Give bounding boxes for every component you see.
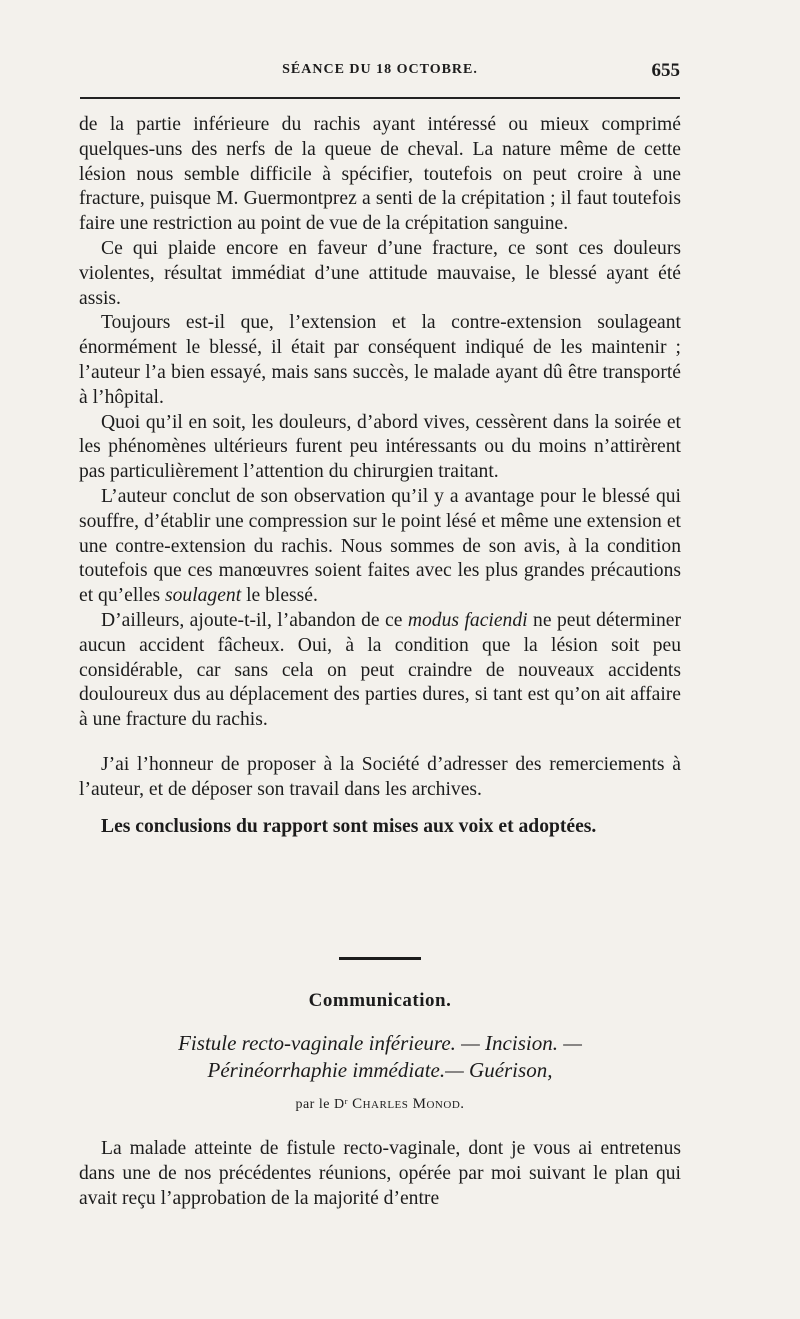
text-run: D’ailleurs, ajoute-t-il, l’abandon de ce <box>101 609 408 631</box>
running-title: SÉANCE DU 18 OCTOBRE. <box>282 62 478 77</box>
header-rule <box>80 97 680 99</box>
byline-prefix: par le Dʳ <box>295 1097 353 1112</box>
paragraph: de la partie inférieure du rachis ayant intéressé ou mieux comprimé quelques-uns des nerfs de la queue de cheval. La nature même de cette lésion nous semble difficile à spécifier, toutefois on peut croire à une fracture, puisque M. Guermontprez a senti de la crépitation ; il faut toutefois faire une restriction au point de vue de la crépitation sanguine. <box>79 114 681 235</box>
running-head <box>80 62 680 86</box>
conclusions-paragraph: Les conclusions du rapport sont mises aux voix et adoptées. <box>101 815 597 837</box>
paragraph: Quoi qu’il en soit, les douleurs, d’abord vives, cessèrent dans la soirée et les phénomènes ultérieurs furent peu intéressants ou du moins n’attirèrent pas particulièrement l’attention du chirurgien traitant. <box>79 411 681 483</box>
paragraph <box>79 485 681 609</box>
article-title-line: Périnéorrhaphie immédiate.— Guérison, <box>207 1058 553 1082</box>
paragraph: Toujours est-il que, l’extension et la contre-extension soulageant énormément le blessé, il était par conséquent indiqué de les maintenir ; l’auteur l’a bien essayé, mais sans succès, le malade ayant dû être transporté à l’hôpital. <box>79 312 681 408</box>
article-paragraph: La malade atteinte de fistule recto-vaginale, dont je vous ai entretenus dans une de nos précédentes réunions, opérée par moi suivant le plan qui avait reçu l’approbation de la majorité d’entre <box>79 1138 681 1209</box>
paragraph: Ce qui plaide encore en faveur d’une fracture, ce sont ces douleurs violentes, résultat immédiat d’une attitude mauvaise, le blessé ayant été assis. <box>79 237 681 309</box>
page-number: 655 <box>651 60 680 81</box>
text-run: ne peut déterminer aucun accident fâcheux. Oui, à la condition que la lésion soit peu considérable, car sans cela on peut craindre de nouveaux accidents douloureux dus au déplacement des parties dures, si tant est qu’on ait affaire à une fracture du rachis. <box>79 609 681 731</box>
byline <box>0 1096 760 1113</box>
paragraph <box>79 609 681 733</box>
section-heading: Communication. <box>308 990 452 1011</box>
article-title <box>100 1030 660 1084</box>
report-text <box>79 113 681 839</box>
byline-author: Charles Monod. <box>352 1096 465 1112</box>
article-title-line: Fistule recto-vaginale inférieure. — Incision. — <box>178 1031 582 1055</box>
text-run: le blessé. <box>241 585 318 607</box>
emphasis: modus faciendi <box>407 609 528 631</box>
section-divider <box>339 957 421 960</box>
emphasis: soulagent <box>164 585 242 607</box>
proposal-paragraph: J’ai l’honneur de proposer à la Société d’adresser des remerciements à l’auteur, et de déposer son travail dans les archives. <box>79 753 681 800</box>
text-run: L’auteur conclut de son observation qu’il y a avantage pour le blessé qui souffre, d’établir une compression sur le point lésé et même une extension et une contre-extension du rachis. Nous sommes de son avis, à la condition toutefois que ces manœuvres soient faites avec les plus grandes précautions et qu’elles <box>79 485 681 607</box>
